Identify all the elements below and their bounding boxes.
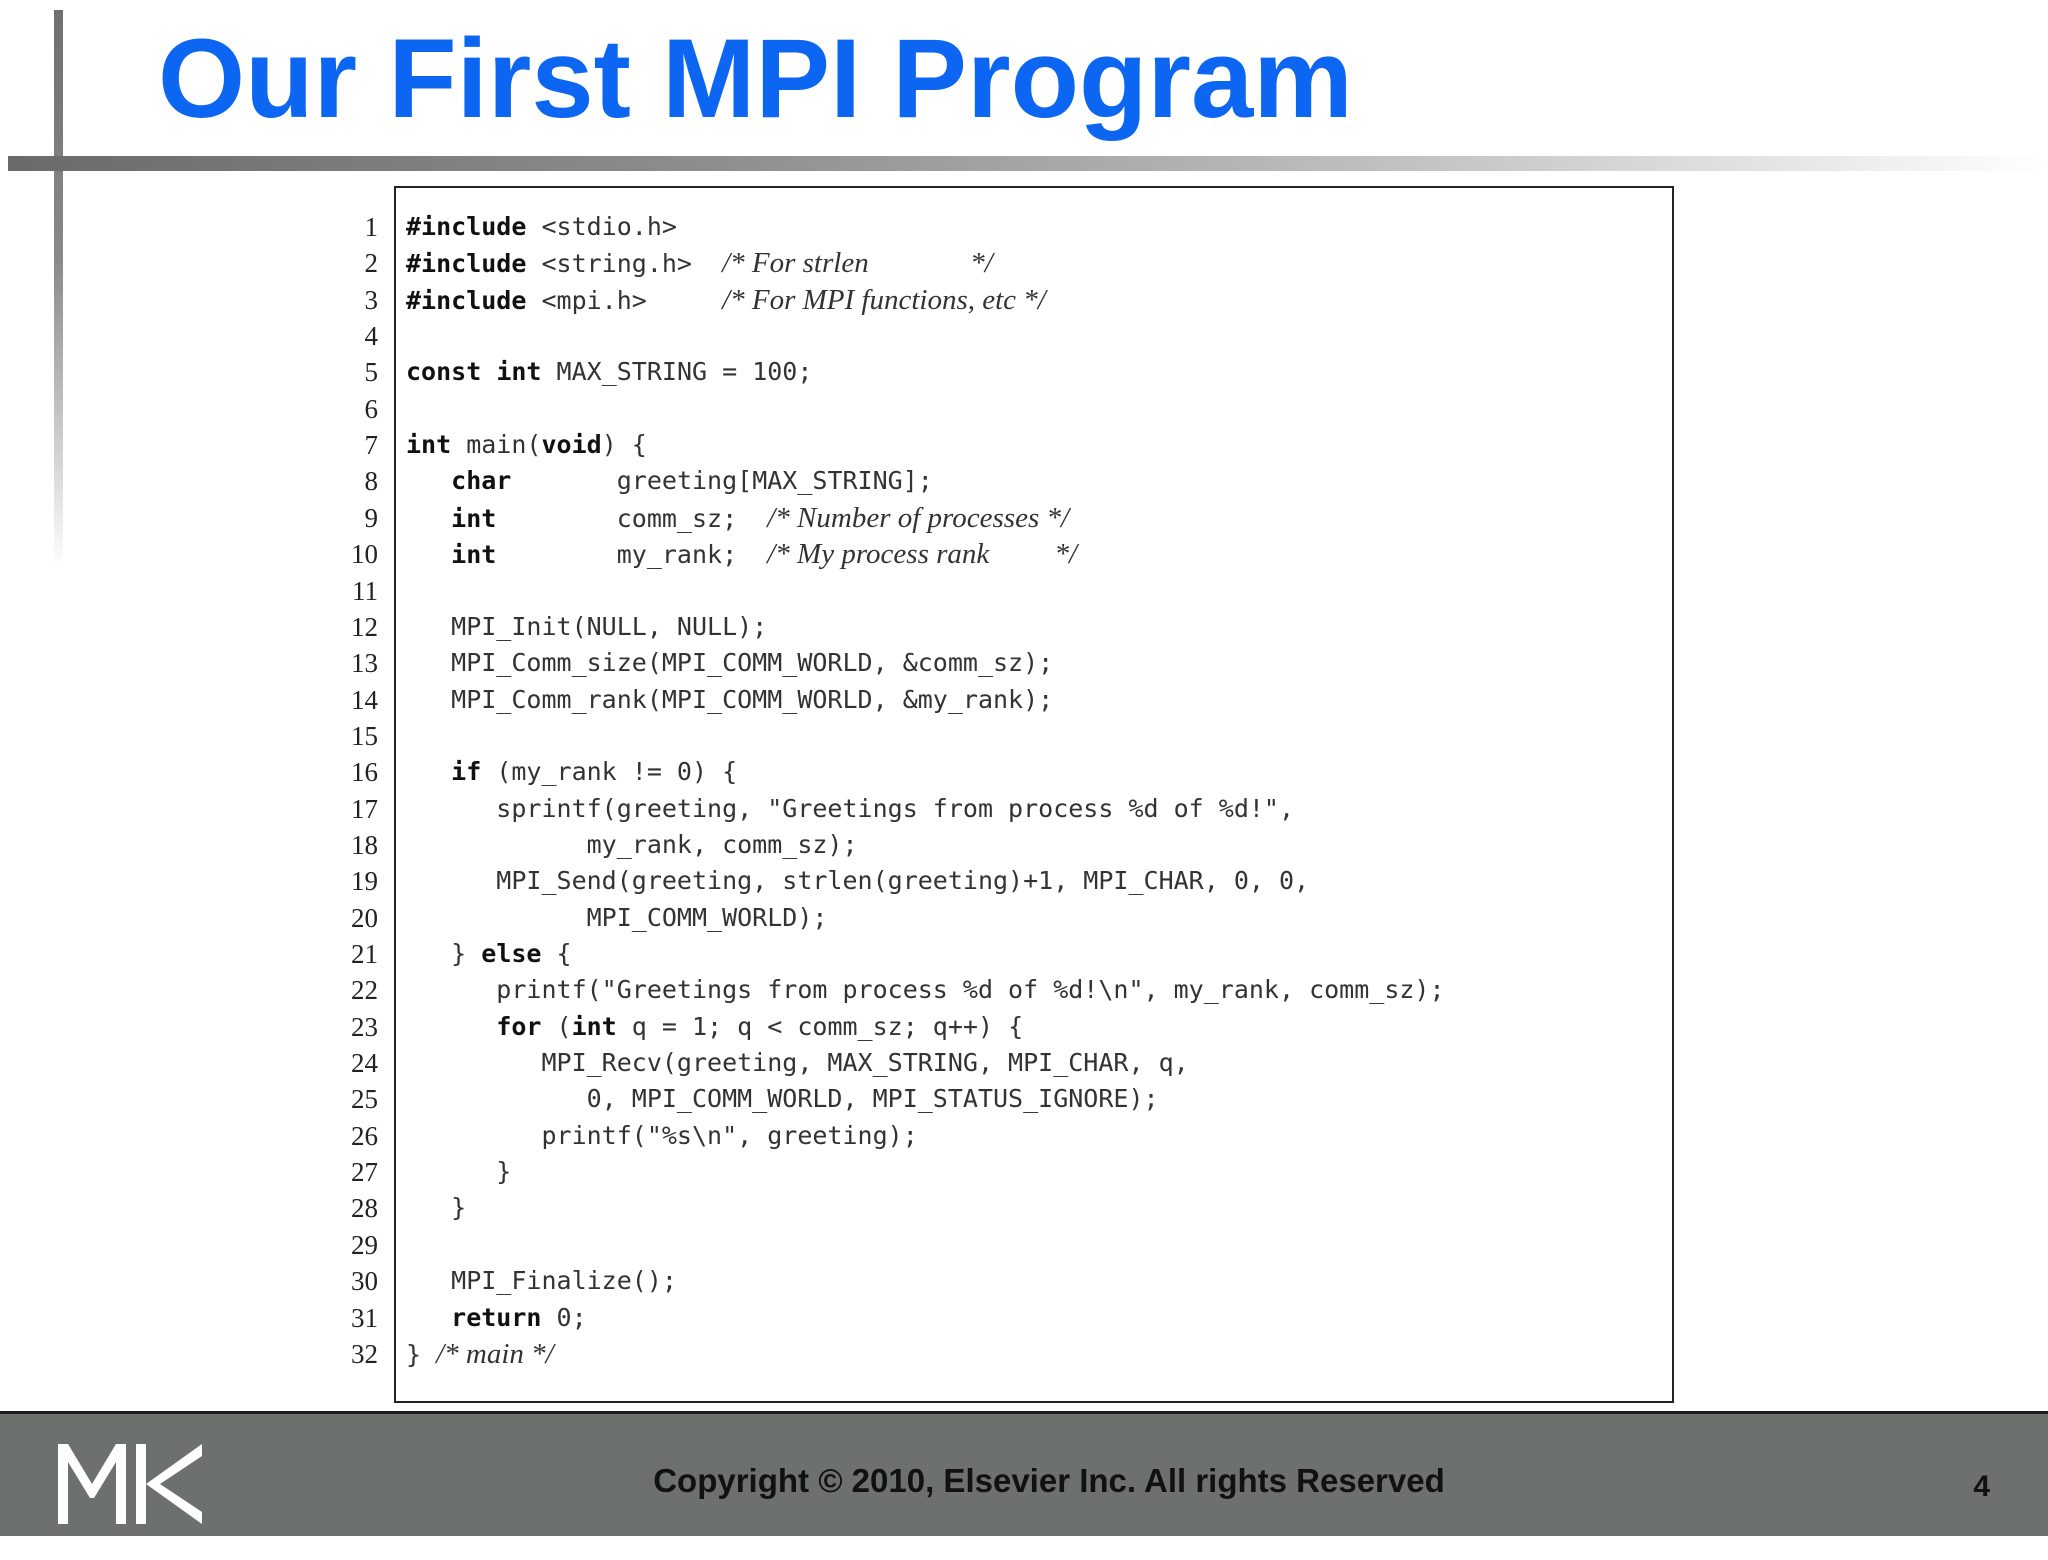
footer-bar <box>0 1411 2048 1560</box>
code-text <box>406 463 933 499</box>
code-line <box>340 718 1740 754</box>
code-text <box>406 791 1294 827</box>
line-number: 2 <box>364 248 378 279</box>
code-token <box>406 504 451 533</box>
code-keyword: char <box>451 466 512 496</box>
code-token: q = 1; q < comm_sz; q++) { <box>616 1011 1024 1041</box>
code-token: <mpi.h> <box>526 285 723 315</box>
code-token: MPI_Comm_size(MPI_COMM_WORLD, &comm_sz); <box>406 648 1054 678</box>
code-text <box>406 827 858 863</box>
code-line <box>340 318 1740 354</box>
code-token: printf("Greetings from process %d of %d!\n", my_rank, comm_sz); <box>406 975 1445 1005</box>
code-text <box>406 609 767 645</box>
line-number: 25 <box>351 1084 378 1115</box>
code-token: { <box>541 939 572 968</box>
code-text <box>406 282 1046 319</box>
code-line <box>340 282 1740 318</box>
code-token <box>406 1012 496 1041</box>
line-number: 13 <box>351 648 378 679</box>
code-line <box>340 1300 1740 1336</box>
code-keyword: #include <box>406 285 527 315</box>
code-token: main( <box>451 430 542 460</box>
line-number: 15 <box>351 720 378 751</box>
code-keyword: int <box>571 1011 617 1041</box>
code-text <box>406 209 677 245</box>
code-token: MPI_Recv(greeting, MAX_STRING, MPI_CHAR, q, <box>406 1048 1189 1078</box>
line-number: 8 <box>364 466 378 497</box>
code-line <box>340 1081 1740 1117</box>
horizontal-accent-bar <box>8 156 2048 171</box>
code-line <box>340 1190 1740 1226</box>
line-number: 4 <box>364 321 378 352</box>
code-token: MPI_Finalize(); <box>406 1266 677 1296</box>
line-number: 17 <box>351 793 378 824</box>
code-keyword: void <box>541 430 602 460</box>
code-token: MAX_STRING = 100; <box>541 357 813 387</box>
code-token: MPI_Init(NULL, NULL); <box>406 611 768 641</box>
code-line <box>340 863 1740 899</box>
code-line <box>340 1154 1740 1190</box>
code-text <box>406 1263 677 1299</box>
code-keyword: int <box>451 540 497 570</box>
code-token <box>481 357 496 386</box>
code-line <box>340 754 1740 790</box>
code-keyword: if <box>451 757 482 787</box>
line-number: 5 <box>364 357 378 388</box>
code-text <box>406 1045 1189 1081</box>
code-text <box>406 500 1069 537</box>
code-keyword: #include <box>406 249 527 279</box>
code-token: } <box>406 1339 437 1369</box>
code-token: sprintf(greeting, "Greetings from process %d of %d!", <box>406 793 1295 823</box>
code-line <box>340 900 1740 936</box>
code-token: my_rank, comm_sz); <box>406 829 858 859</box>
code-text <box>406 354 812 390</box>
line-number: 10 <box>351 539 378 570</box>
code-token: <string.h> <box>526 249 723 279</box>
code-token: comm_sz; <box>496 503 768 533</box>
code-line <box>340 1118 1740 1154</box>
code-text <box>406 1081 1159 1117</box>
code-text <box>406 1154 511 1190</box>
code-line <box>340 1227 1740 1263</box>
code-comment: /* For strlen */ <box>722 247 993 280</box>
code-comment: /* Number of processes */ <box>767 501 1070 534</box>
line-number: 12 <box>351 611 378 642</box>
line-number: 30 <box>351 1266 378 1297</box>
code-line <box>340 1009 1740 1045</box>
code-token: } <box>406 1157 512 1187</box>
code-token: <stdio.h> <box>526 212 677 241</box>
code-text <box>406 936 572 972</box>
line-number: 19 <box>351 866 378 897</box>
code-token: ) { <box>601 430 647 460</box>
code-token <box>406 757 451 786</box>
code-token: my_rank; <box>496 540 768 570</box>
code-line <box>340 1336 1740 1372</box>
code-text <box>406 863 1309 899</box>
code-line <box>340 682 1740 718</box>
code-token: MPI_Comm_rank(MPI_COMM_WORLD, &my_rank); <box>406 684 1054 714</box>
code-keyword: int <box>496 357 542 387</box>
code-text <box>406 1190 466 1226</box>
line-number: 31 <box>351 1302 378 1333</box>
code-keyword: int <box>451 503 497 533</box>
code-text <box>406 1300 587 1336</box>
line-number: 14 <box>351 684 378 715</box>
line-number: 29 <box>351 1229 378 1260</box>
code-text <box>406 1009 1023 1045</box>
code-keyword: int <box>406 430 452 460</box>
code-keyword: else <box>481 939 542 968</box>
code-text <box>406 245 993 282</box>
copyright-text: Copyright © 2010, Elsevier Inc. All rights Reserved <box>653 1462 1445 1499</box>
line-number: 20 <box>351 902 378 933</box>
code-line <box>340 573 1740 609</box>
code-token: 0; <box>541 1302 587 1332</box>
logo-wordmark: MORGAN KAUFMANN <box>56 1548 182 1560</box>
code-line <box>340 354 1740 390</box>
code-line <box>340 209 1740 245</box>
line-number: 28 <box>351 1193 378 1224</box>
line-number: 11 <box>352 575 378 606</box>
code-keyword: #include <box>406 212 527 241</box>
code-token: } <box>406 1193 467 1223</box>
code-line <box>340 427 1740 463</box>
code-keyword: return <box>451 1302 542 1332</box>
code-token: (my_rank != 0) { <box>481 757 738 787</box>
code-text <box>406 645 1053 681</box>
code-token <box>406 540 451 569</box>
code-line <box>340 972 1740 1008</box>
code-line <box>340 936 1740 972</box>
line-number: 23 <box>351 1011 378 1042</box>
code-token: MPI_Send(greeting, strlen(greeting)+1, MPI_CHAR, 0, 0, <box>406 866 1310 896</box>
code-line <box>340 1045 1740 1081</box>
slide-title: Our First MPI Program <box>158 16 1353 141</box>
line-number: 9 <box>364 502 378 533</box>
code-text <box>406 972 1445 1008</box>
code-text <box>406 536 1077 573</box>
line-number: 22 <box>351 975 378 1006</box>
code-line <box>340 500 1740 536</box>
code-token: greeting[MAX_STRING]; <box>511 466 933 496</box>
line-number: 16 <box>351 757 378 788</box>
code-keyword: const <box>406 357 482 387</box>
code-line <box>340 1263 1740 1299</box>
code-token: MPI_COMM_WORLD); <box>406 902 828 932</box>
code-text <box>406 754 737 790</box>
code-text <box>406 1118 918 1154</box>
code-line <box>340 827 1740 863</box>
code-text <box>406 1336 554 1373</box>
line-number: 26 <box>351 1120 378 1151</box>
line-number: 21 <box>351 939 378 969</box>
code-comment: /* main */ <box>436 1337 554 1370</box>
code-token <box>406 466 451 495</box>
line-number: 6 <box>364 393 378 424</box>
code-line <box>340 645 1740 681</box>
code-token: printf("%s\n", greeting); <box>406 1120 918 1150</box>
code-text <box>406 900 827 936</box>
code-token: 0, MPI_COMM_WORLD, MPI_STATUS_IGNORE); <box>406 1084 1159 1114</box>
line-number: 1 <box>364 212 378 242</box>
line-number: 27 <box>351 1157 378 1188</box>
line-number: 32 <box>351 1338 378 1369</box>
page-number: 4 <box>1973 1470 1990 1503</box>
code-comment: /* My process rank */ <box>767 538 1078 571</box>
code-text <box>406 682 1053 718</box>
vertical-accent-bar <box>54 10 63 570</box>
code-line <box>340 791 1740 827</box>
code-text <box>406 427 647 463</box>
line-number: 24 <box>351 1048 378 1079</box>
line-number: 18 <box>351 829 378 860</box>
code-line <box>340 609 1740 645</box>
line-number: 3 <box>364 284 378 315</box>
code-keyword: for <box>496 1011 542 1041</box>
code-line <box>340 245 1740 281</box>
code-token: ( <box>541 1011 572 1041</box>
code-token <box>406 1303 451 1332</box>
code-line <box>340 536 1740 572</box>
line-number: 7 <box>364 430 378 461</box>
code-comment: /* For MPI functions, etc */ <box>722 283 1046 316</box>
code-line <box>340 463 1740 499</box>
code-token: } <box>406 939 482 968</box>
code-line <box>340 391 1740 427</box>
